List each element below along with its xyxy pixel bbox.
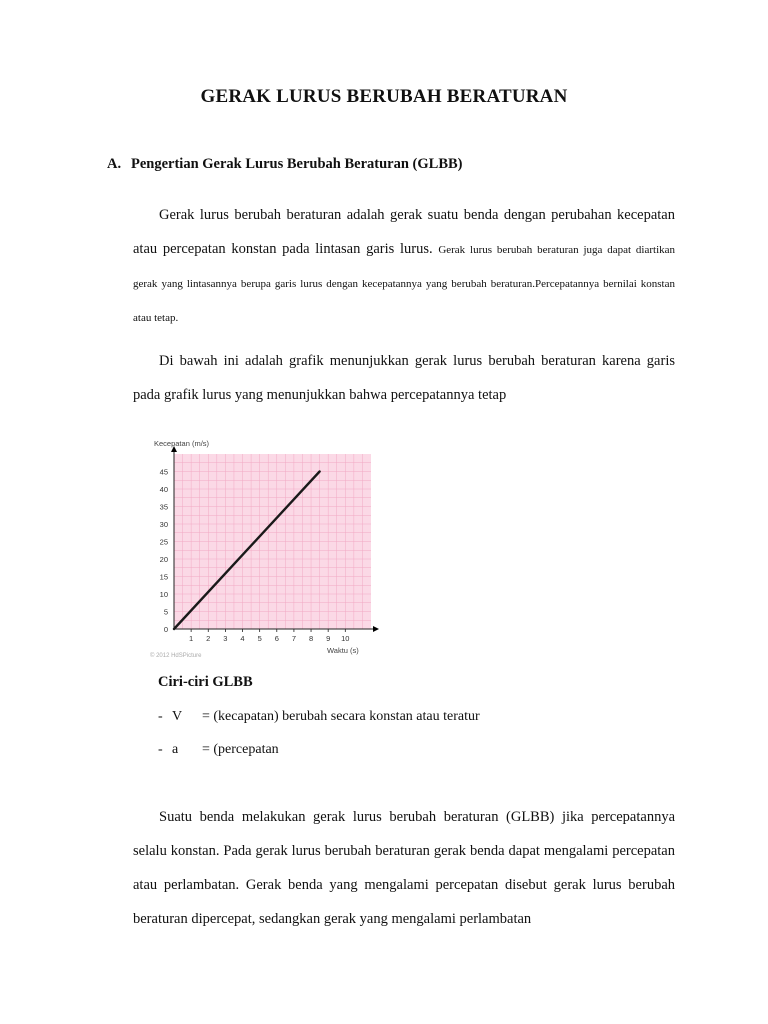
x-axis-label: Waktu (s) — [327, 646, 359, 655]
list-item-text: = (percepatan — [202, 742, 279, 757]
x-tick-labels — [189, 629, 349, 643]
y-tick-label: 40 — [159, 485, 168, 494]
ciri-heading: Ciri-ciri GLBB — [158, 674, 253, 690]
y-tick-label: 15 — [159, 572, 168, 582]
list-item-symbol: V — [172, 709, 183, 724]
velocity-time-chart — [145, 432, 385, 662]
y-tick-labels — [160, 468, 168, 635]
paragraph-definition-main: Gerak lurus berubah beraturan adalah gerak suatu benda dengan perubahan kecepatan atau percepatan konstan pada lintasan garis lurus. — [133, 207, 675, 257]
paragraph-glbb-description — [133, 800, 675, 936]
x-tick-label: 6 — [274, 634, 279, 643]
x-tick-label: 4 — [240, 634, 245, 643]
document-title: GERAK LURUS BERUBAH BERATURAN — [200, 86, 568, 107]
x-tick-label: 3 — [223, 634, 228, 643]
paragraph-graph-intro-text: Di bawah ini adalah grafik menunjukkan gerak lurus berubah beraturan karena garis pada grafik lurus yang menunjukkan bahwa percepatannya tetap — [133, 353, 675, 403]
section-number: A. — [107, 156, 122, 172]
y-axis-label: Kecepatan (m/s) — [154, 439, 210, 448]
section-heading — [107, 156, 463, 173]
x-tick-label: 10 — [341, 634, 350, 643]
section-heading-text: Pengertian Gerak Lurus Berubah Beraturan (GLBB) — [131, 156, 463, 172]
y-tick-label: 0 — [163, 625, 168, 634]
list-item — [158, 742, 279, 758]
chart-grid — [174, 454, 371, 629]
y-tick-label: 45 — [159, 467, 168, 477]
x-tick-label: 8 — [308, 634, 314, 643]
chart-watermark: © 2012 HdSPicture — [150, 653, 202, 659]
x-tick-label: 7 — [291, 634, 296, 643]
x-tick-label: 5 — [257, 634, 262, 643]
y-tick-label: 10 — [159, 590, 168, 599]
paragraph-definition — [133, 198, 675, 334]
chart-svg — [145, 432, 385, 662]
x-tick-label: 1 — [189, 634, 194, 643]
x-tick-label: 9 — [326, 634, 331, 643]
paragraph-definition-small: Gerak lurus berubah beraturan juga dapat diartikan gerak yang lintasannya berupa garis lurus dengan kecepatannya yang berubah beraturan.Percepatannya bernilai konstan atau tetap. — [133, 244, 676, 324]
y-tick-label: 25 — [159, 537, 168, 547]
y-tick-label: 30 — [159, 520, 168, 529]
x-tick-label: 2 — [206, 634, 211, 643]
x-axis-arrow — [373, 626, 379, 632]
y-tick-label: 35 — [159, 502, 168, 512]
list-item-symbol: a — [172, 742, 179, 757]
y-tick-label: 20 — [159, 555, 168, 564]
paragraph-glbb-description-text: Suatu benda melakukan gerak lurus berubah beraturan (GLBB) jika percepatannya selalu konstan. Pada gerak lurus berubah beraturan gerak benda dapat mengalami percepatan atau perlambatan. Gerak benda yang mengalami percepatan disebut gerak lurus berubah beraturan dipercepat, sedangkan gerak yang mengalami perlambatan — [133, 809, 675, 927]
list-item-dash: - — [158, 742, 163, 757]
list-item-text: = (kecapatan) berubah secara konstan atau teratur — [202, 709, 480, 724]
paragraph-graph-intro — [133, 344, 675, 412]
y-tick-label: 5 — [163, 607, 168, 617]
list-item-dash: - — [158, 709, 163, 724]
list-item — [158, 709, 480, 725]
